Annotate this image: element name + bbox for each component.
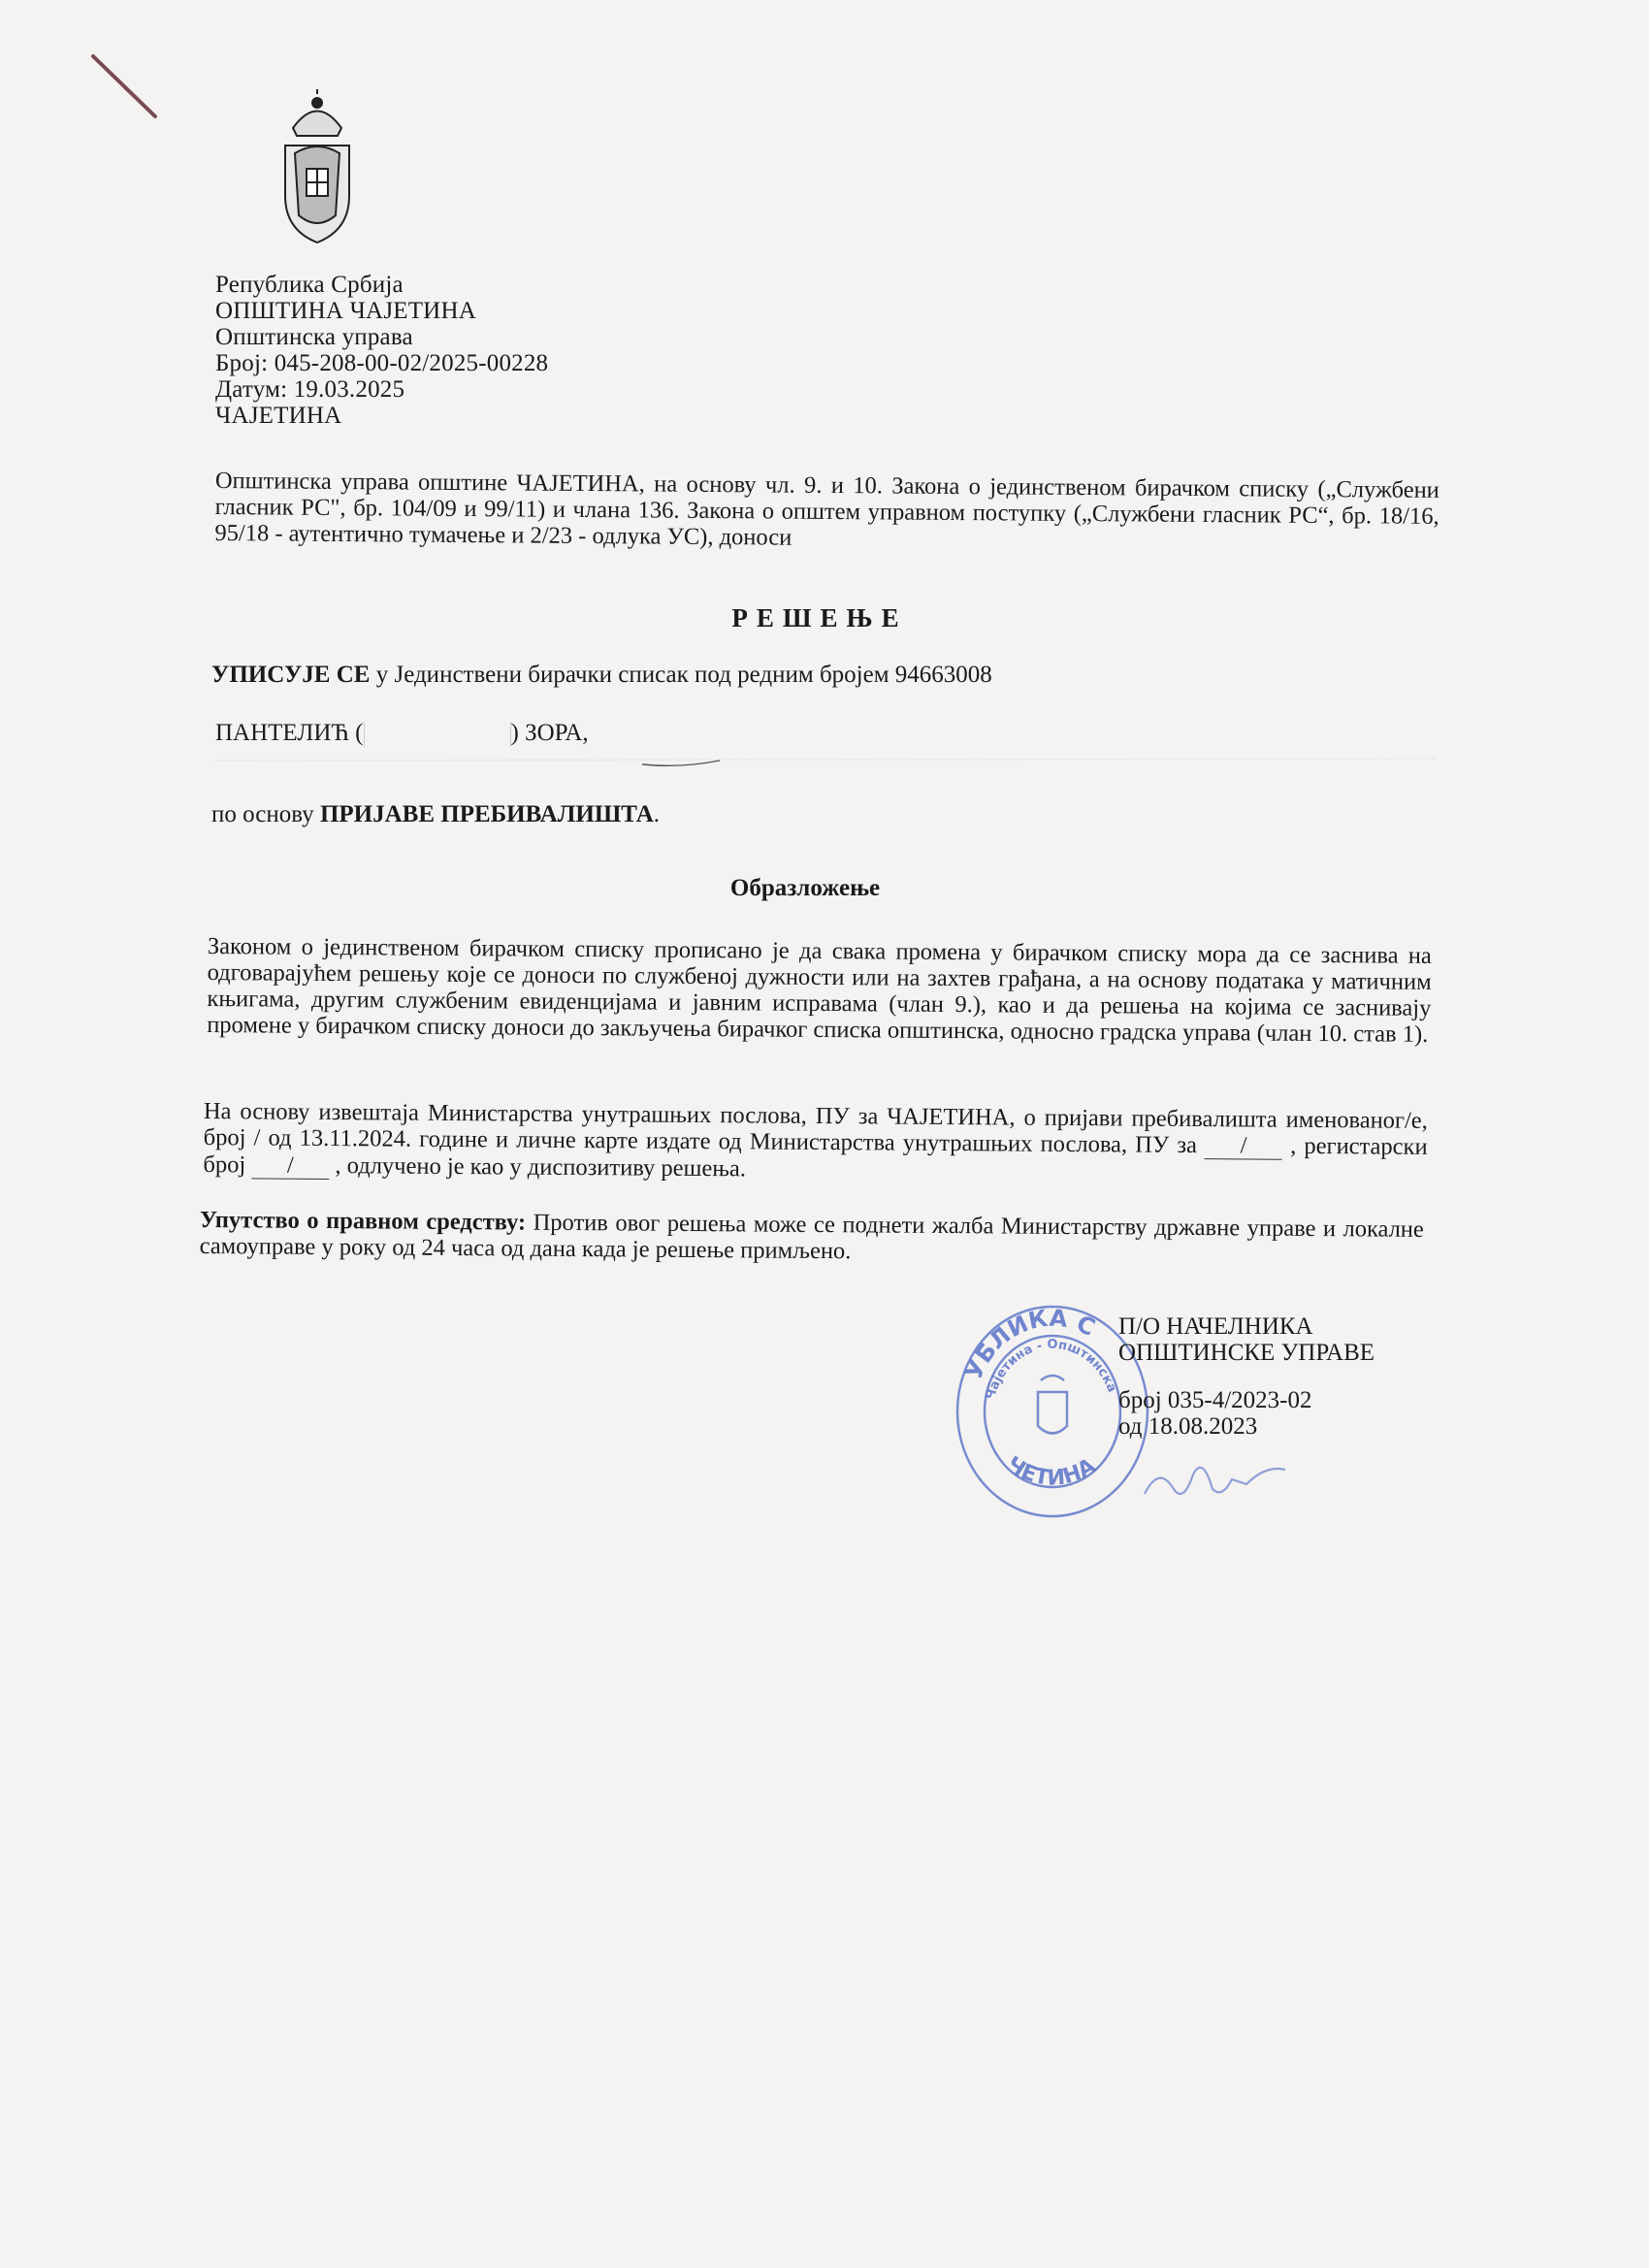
person-given-name: ) ЗОРА, bbox=[510, 720, 589, 746]
police-blank: / bbox=[1205, 1132, 1282, 1160]
stamp-ring-top: УБЛИКА С bbox=[959, 1304, 1100, 1384]
basis-line bbox=[211, 801, 660, 828]
reasoning-p2-part1: На основу извештаја Министарства унутрашњих послова, ПУ за ЧАЈЕТИНА, о пријави пребивалишта именованог/е, број / од 13.11.2024. године и личне карте издате од Министарства унутрашњих послова, ПУ за bbox=[203, 1098, 1428, 1159]
reasoning-p2-part3: , одлучено је као у диспозитиву решења. bbox=[329, 1152, 747, 1183]
legal-remedy-lead: Упутство о правном средству: bbox=[199, 1207, 527, 1236]
reasoning-paragraph-1: Законом о јединственом бирачком списку прописано је да свака промена у бирачком списку мора да се заснива на одговарајућем решењу које се доноси по службеној дужности или на захтев грађана, а на основу података у матичним књигама, другим службеним евиденцијама и јавним исправама (члан 9.), као и да решења на којима се заснивају промене у бирачком списку доноси до закључења бирачког списка општинска, односно градска управа (члан 10. став 1). bbox=[207, 933, 1432, 1048]
municipality-name: ОПШТИНА ЧАЈЕТИНА bbox=[215, 298, 476, 324]
reasoning-p2-part2: , регистарски број bbox=[203, 1132, 1428, 1179]
header-block bbox=[215, 272, 548, 429]
basis-suffix: . bbox=[653, 801, 661, 827]
office-name: Општинска управа bbox=[215, 324, 413, 350]
person-surname: ПАНТЕЛИЋ bbox=[215, 720, 349, 746]
document-city: ЧАЈЕТИНА bbox=[215, 403, 342, 429]
legal-remedy-paragraph bbox=[200, 1207, 1424, 1269]
document-number: Број: 045-208-00-02/2025-00228 bbox=[215, 350, 549, 376]
person-name-line bbox=[215, 720, 589, 747]
document-date: Датум: 19.03.2025 bbox=[215, 376, 405, 403]
decision-title: РЕШЕЊЕ bbox=[731, 603, 908, 632]
registration-blank: / bbox=[251, 1151, 329, 1180]
stamp-ring-bottom: ЧЕТИНА bbox=[1001, 1452, 1100, 1491]
enrolment-line bbox=[211, 662, 1181, 689]
intro-paragraph: Општинска управа општине ЧАЈЕТИНА, на основу чл. 9. и 10. Закона о јединственом бирачком списку („Службени гласник РС", бр. 104/09 и 99/11) и члана 136. Закона о општем управном поступку („Службени гласник РС“, бр. 18/16, 95/18 - аутентично тумачење и 2/23 - одлука УС), доноси bbox=[214, 468, 1439, 551]
stamp-ring-mid: Чајетина - Општинска bbox=[983, 1337, 1119, 1402]
redacted-parent-name bbox=[364, 722, 511, 747]
basis-bold: ПРИЈАВЕ ПРЕБИВАЛИШТА bbox=[319, 801, 654, 827]
staple-mark bbox=[87, 49, 165, 126]
reasoning-paragraph-2 bbox=[203, 1098, 1428, 1188]
enrolment-lead: УПИСУЈЕ СЕ bbox=[211, 662, 371, 688]
signature-line-4: од 18.08.2023 bbox=[1118, 1413, 1258, 1440]
country-name: Република Србија bbox=[215, 272, 404, 298]
signature-line-1: П/О НАЧЕЛНИКА bbox=[1118, 1313, 1313, 1340]
legal-remedy-text: Против овог решења може се поднети жалба Министарству државне управе и локалне самоуправе у року од 24 часа од дана када је решење примљено. bbox=[199, 1209, 1424, 1265]
handwritten-signature bbox=[1140, 1445, 1295, 1513]
redacted-address-line bbox=[215, 757, 1438, 770]
signature-block bbox=[1118, 1313, 1374, 1440]
signature-line-2: ОПШТИНСКЕ УПРАВЕ bbox=[1118, 1340, 1375, 1366]
svg-text:ЧЕТИНА bbox=[1002, 1452, 1100, 1491]
person-open-paren: ( bbox=[355, 720, 364, 746]
basis-prefix: по основу bbox=[211, 801, 320, 827]
enrolment-text: у Јединствени бирачки списак под редним бројем 94663008 bbox=[370, 662, 992, 688]
signature-line-3: број 035-4/2023-02 bbox=[1118, 1387, 1312, 1413]
reasoning-title: Образложење bbox=[729, 875, 881, 901]
coat-of-arms-icon bbox=[274, 89, 361, 244]
